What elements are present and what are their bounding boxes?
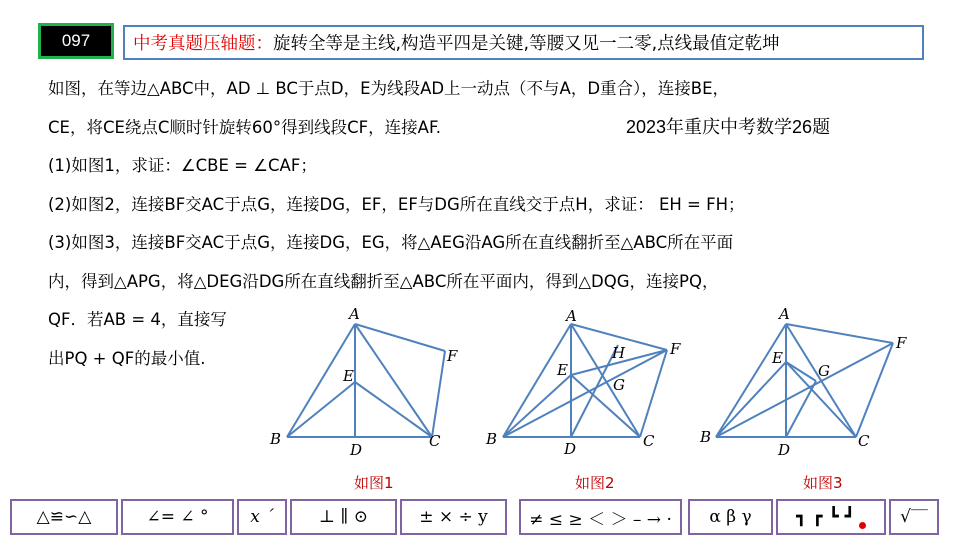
tool-label: α β γ	[709, 507, 752, 527]
problem-line: 内，得到△APG，将△DEG沿DG所在直线翻折至△ABC所在平面内，得到△DQG，连接PQ，	[48, 271, 719, 291]
title-text: 旋转全等是主线,构造平四是关键,等腰又见一二零,点线最值定乾坤	[273, 34, 780, 54]
tool-label: ┓ ┏ ┗ ┛	[796, 507, 855, 527]
problem-line: QF．若AB = 4，直接写	[48, 310, 227, 329]
fig3-label-b: B	[700, 428, 712, 446]
red-dot-icon	[859, 522, 866, 529]
figure-1-caption: 如图1	[354, 474, 394, 492]
tool-label: ± × ÷ y	[419, 507, 488, 527]
problem-number-badge: 097	[38, 23, 114, 59]
tool-label: x ´	[250, 507, 274, 527]
figure-3-caption: 如图3	[803, 474, 843, 492]
problem-line: (1)如图1，求证：∠CBE = ∠CAF；	[48, 156, 317, 175]
tool-congruence-symbols[interactable]	[10, 499, 118, 535]
tool-perpendicular-parallel-circle[interactable]	[290, 499, 397, 535]
tool-arithmetic-operators[interactable]	[400, 499, 507, 535]
fig2-label-d: D	[564, 440, 577, 458]
fig1-label-f: F	[447, 347, 458, 365]
fig2-label-a: A	[566, 307, 577, 325]
figure-1	[287, 324, 445, 437]
tool-variable-prime[interactable]	[237, 499, 287, 535]
problem-line: (3)如图3，连接BF交AC于点G，连接DG，EG，将△AEG沿AG所在直线翻折至△ABC所在平面	[48, 233, 734, 252]
fig1-label-d: D	[350, 441, 363, 459]
fig2-label-f: F	[670, 340, 681, 358]
fig2-label-g: G	[613, 376, 625, 394]
problem-line: 如图，在等边△ABC中，AD ⊥ BC于点D，E为线段AD上一动点（不与A，D重合），连接BE，	[48, 79, 730, 98]
problem-line: CE，将CE绕点C顺时针旋转60°得到线段CF，连接AF.	[48, 117, 442, 137]
figure-2	[503, 324, 667, 437]
problem-line: (2)如图2，连接BF交AC于点G，连接DG，EF，EF与DG所在直线交于点H，求证： EH = FH；	[48, 194, 745, 214]
figure-3	[716, 324, 893, 437]
figure-2-caption: 如图2	[575, 474, 615, 492]
fig2-label-h: H	[612, 344, 626, 362]
fig3-label-g: G	[818, 362, 830, 380]
tool-label: √‾‾	[900, 507, 928, 527]
fig2-label-e: E	[557, 361, 568, 379]
fig1-label-e: E	[343, 367, 354, 385]
tool-angle-symbols[interactable]	[121, 499, 234, 535]
fig2-label-b: B	[486, 430, 498, 448]
tool-label: △≌∽△	[36, 507, 92, 527]
tool-label: ⊥ ∥ ⊙	[319, 507, 368, 527]
fig3-label-f: F	[896, 334, 907, 352]
tool-label: ∠= ∠ °	[146, 507, 209, 527]
fig1-label-c: C	[429, 432, 441, 450]
fig3-label-a: A	[779, 305, 790, 323]
tool-inequality-arrows[interactable]	[519, 499, 682, 535]
tool-right-angle-marks[interactable]	[776, 499, 886, 535]
source-label: 2023年重庆中考数学26题	[626, 117, 831, 137]
fig3-label-e: E	[772, 349, 783, 367]
fig1-label-b: B	[270, 430, 282, 448]
tool-greek-letters[interactable]	[688, 499, 773, 535]
tool-label: ≠ ≤ ≥ ＜ ＞ – → ·	[529, 509, 672, 530]
problem-line: 出PQ + QF的最小值.	[48, 348, 206, 368]
fig1-label-a: A	[349, 305, 360, 323]
fig3-label-d: D	[778, 441, 791, 459]
title-highlight: 中考真题压轴题：	[133, 34, 273, 54]
fig2-label-c: C	[643, 432, 655, 450]
fig3-label-c: C	[858, 432, 870, 450]
tool-square-root[interactable]	[889, 499, 939, 535]
